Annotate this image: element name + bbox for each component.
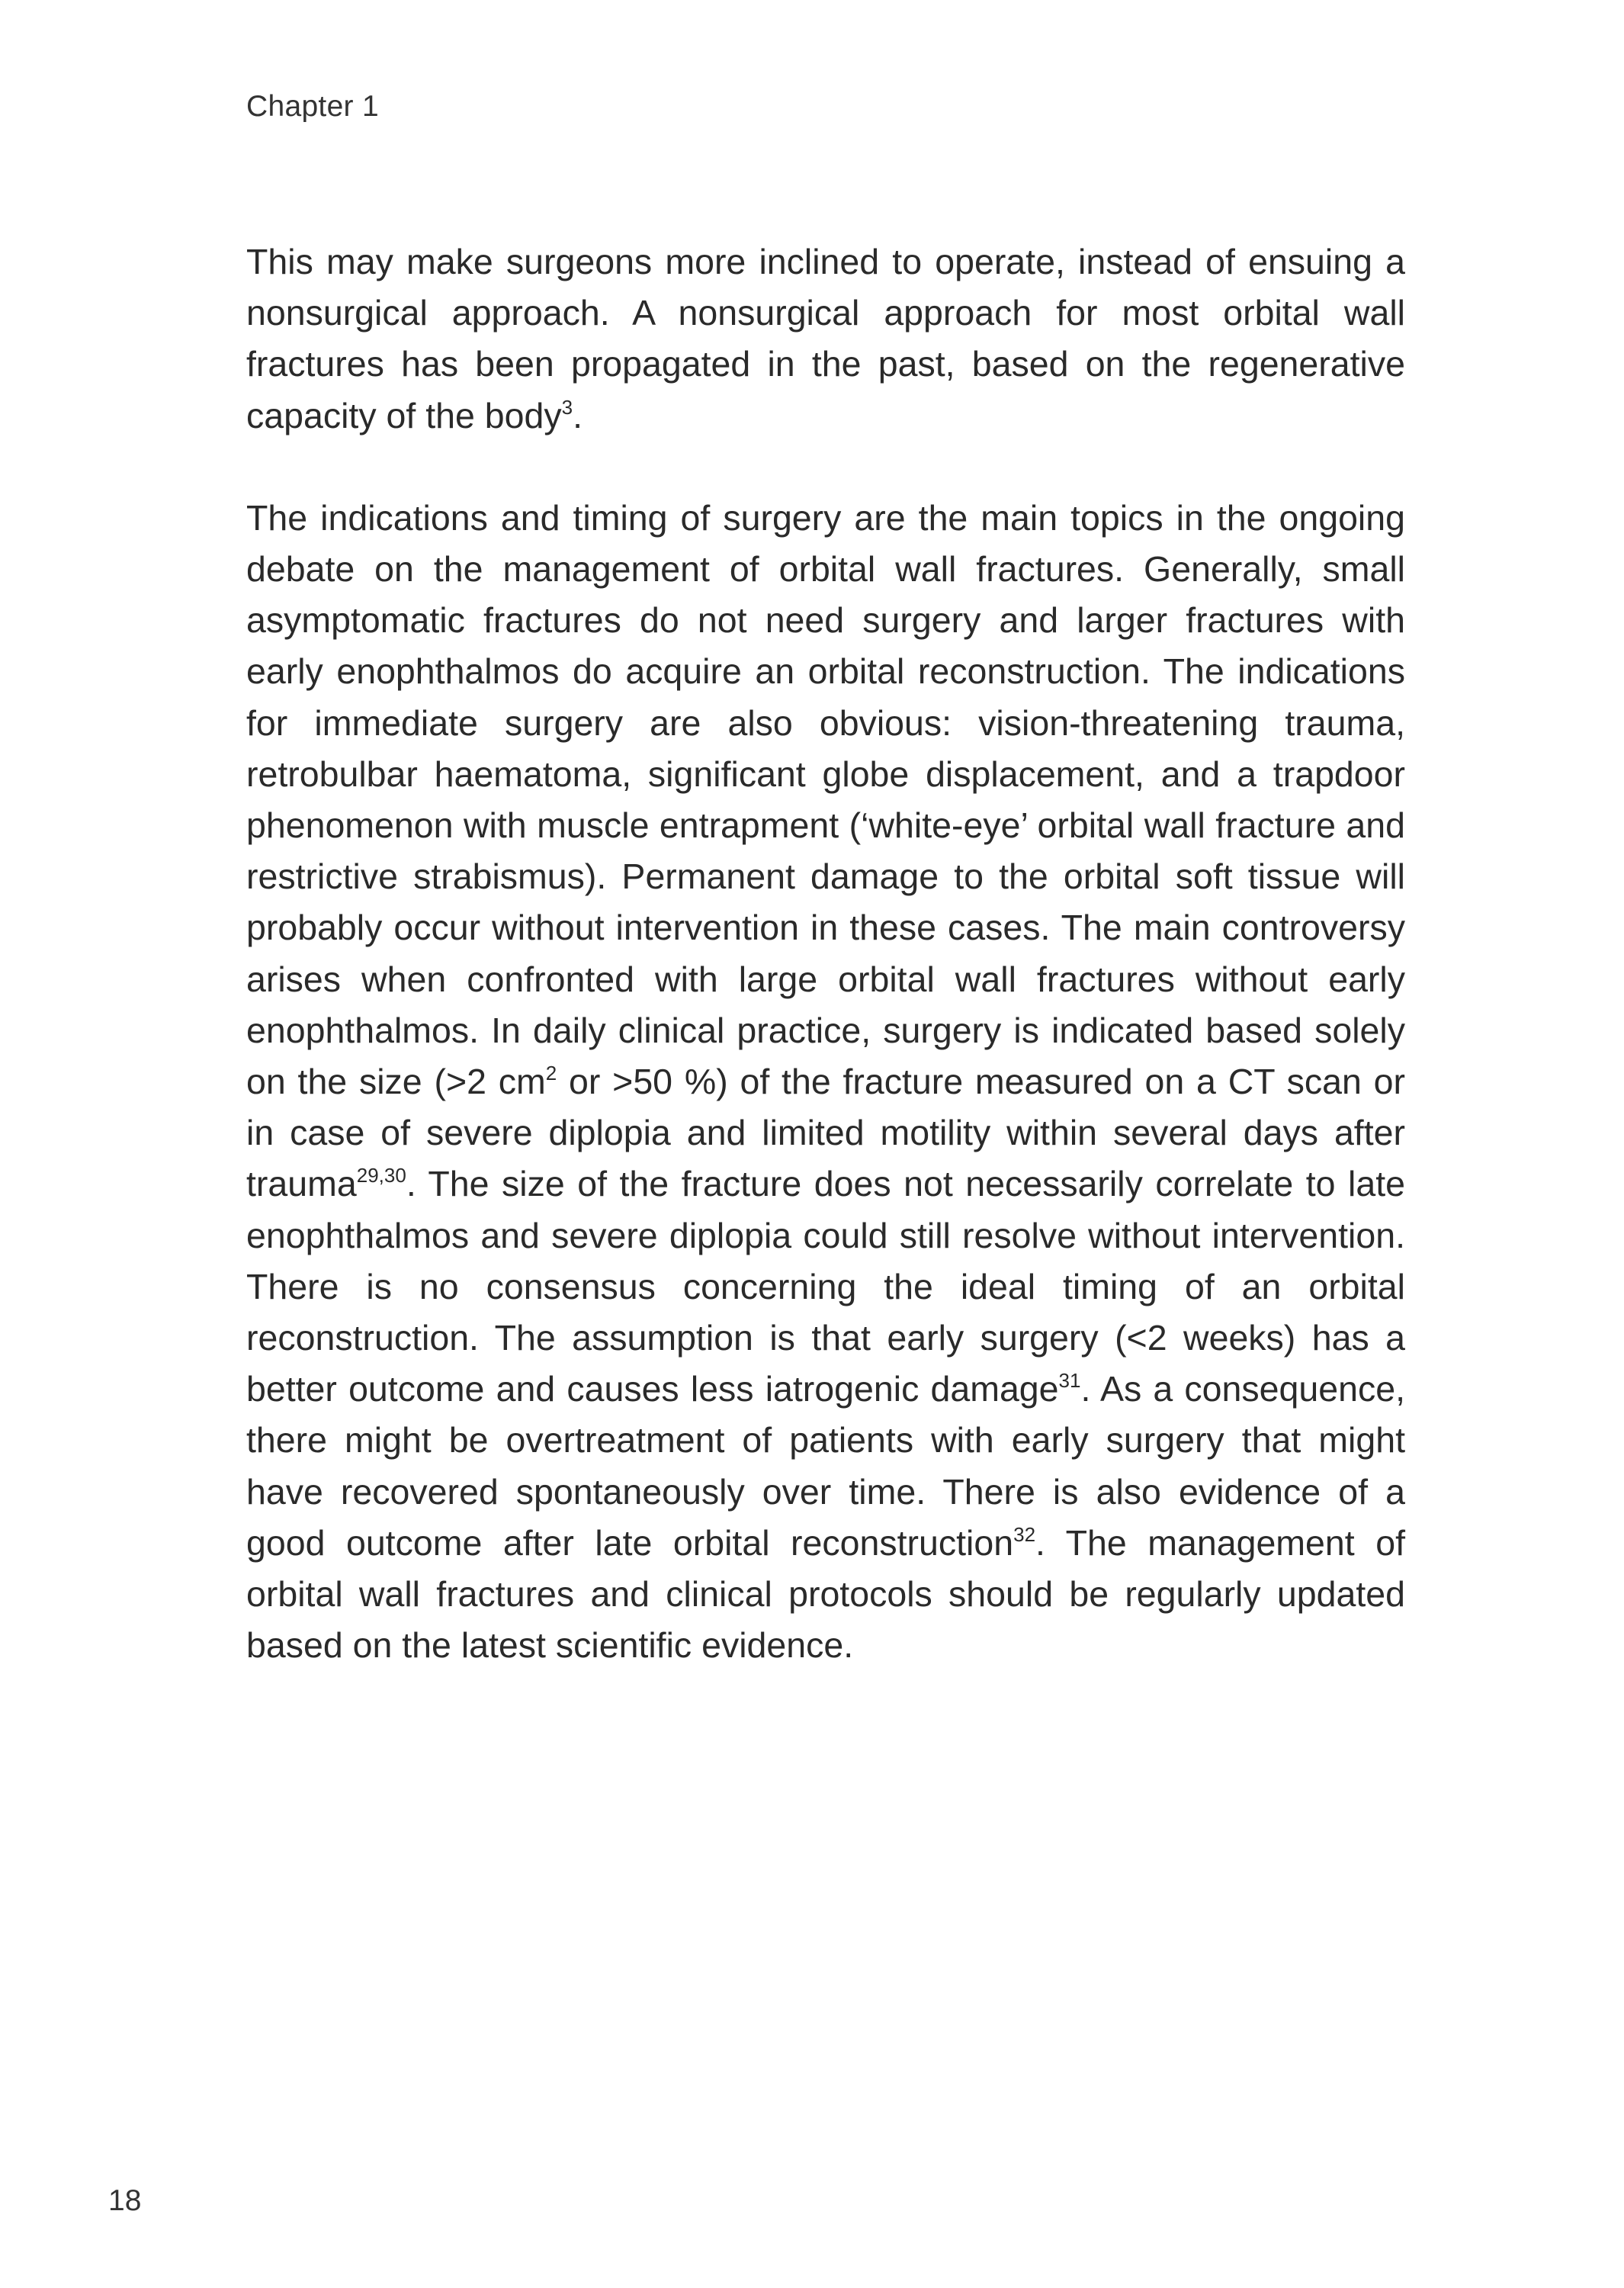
running-head: Chapter 1 [246, 90, 379, 123]
paragraph-2-text-b: or >50 %) of the fracture measured on a CT scan or in case of severe diplopia and limited motility within several days after trauma [246, 1062, 1406, 1204]
paragraph-1 [246, 236, 1405, 442]
paragraph-2-text-e: . The management of orbital wall fractures and clinical protocols should be regularly updated based on the latest scientific evidence. [246, 1522, 1405, 1666]
page-number: 18 [108, 2184, 142, 2217]
paragraph-1-text: This may make surgeons more inclined to operate, instead of ensuing a nonsurgical approach. A nonsurgical approach for most orbital wall fractures has been propagated in the past, based on the regenerative capacity of the body [246, 242, 1405, 435]
citation-superscript: 29,30 [356, 1164, 406, 1187]
citation-superscript: 32 [1013, 1522, 1036, 1546]
paragraph-1-end: . [573, 395, 583, 435]
paragraph-2-text-d: . As a consequence, there might be overtreatment of patients with early surgery that might have recovered spontaneously over time. There is also evidence of a good outcome after late orbital reconstruction [246, 1369, 1405, 1563]
citation-superscript: 3 [561, 395, 573, 419]
body-text [246, 236, 1405, 1671]
paragraph-2-text-a: The indications and timing of surgery are the main topics in the ongoing debate on the management of orbital wall fractures. Generally, small asymptomatic fractures do not need surgery and larger fractures with early enophthalmos do acquire an orbital reconstruction. The indications for immediate surgery are also obvious: vision-threatening trauma, retrobulbar haematoma, significant globe displacement, and a trapdoor phenomenon with muscle entrapment (‘white-eye’ orbital wall fracture and restrictive strabismus). Permanent damage to the orbital soft tissue will probably occur without intervention in these cases. The main controversy arises when confronted with large orbital wall fractures without early enophthalmos. In daily clinical practice, surgery is indicated based solely on the size (>2 cm [246, 497, 1405, 1102]
unit-superscript: 2 [545, 1062, 557, 1085]
paragraph-2 [246, 493, 1405, 1672]
paragraph-2-text-c: . The size of the fracture does not necessarily correlate to late enophthalmos and severe diplopia could still resolve without intervention. There is no consensus concerning the ideal timing of an orbital reconstruction. The assumption is that early surgery (<2 weeks) has a better outcome and causes less iatrogenic damage [246, 1164, 1405, 1409]
citation-superscript: 31 [1058, 1369, 1081, 1393]
